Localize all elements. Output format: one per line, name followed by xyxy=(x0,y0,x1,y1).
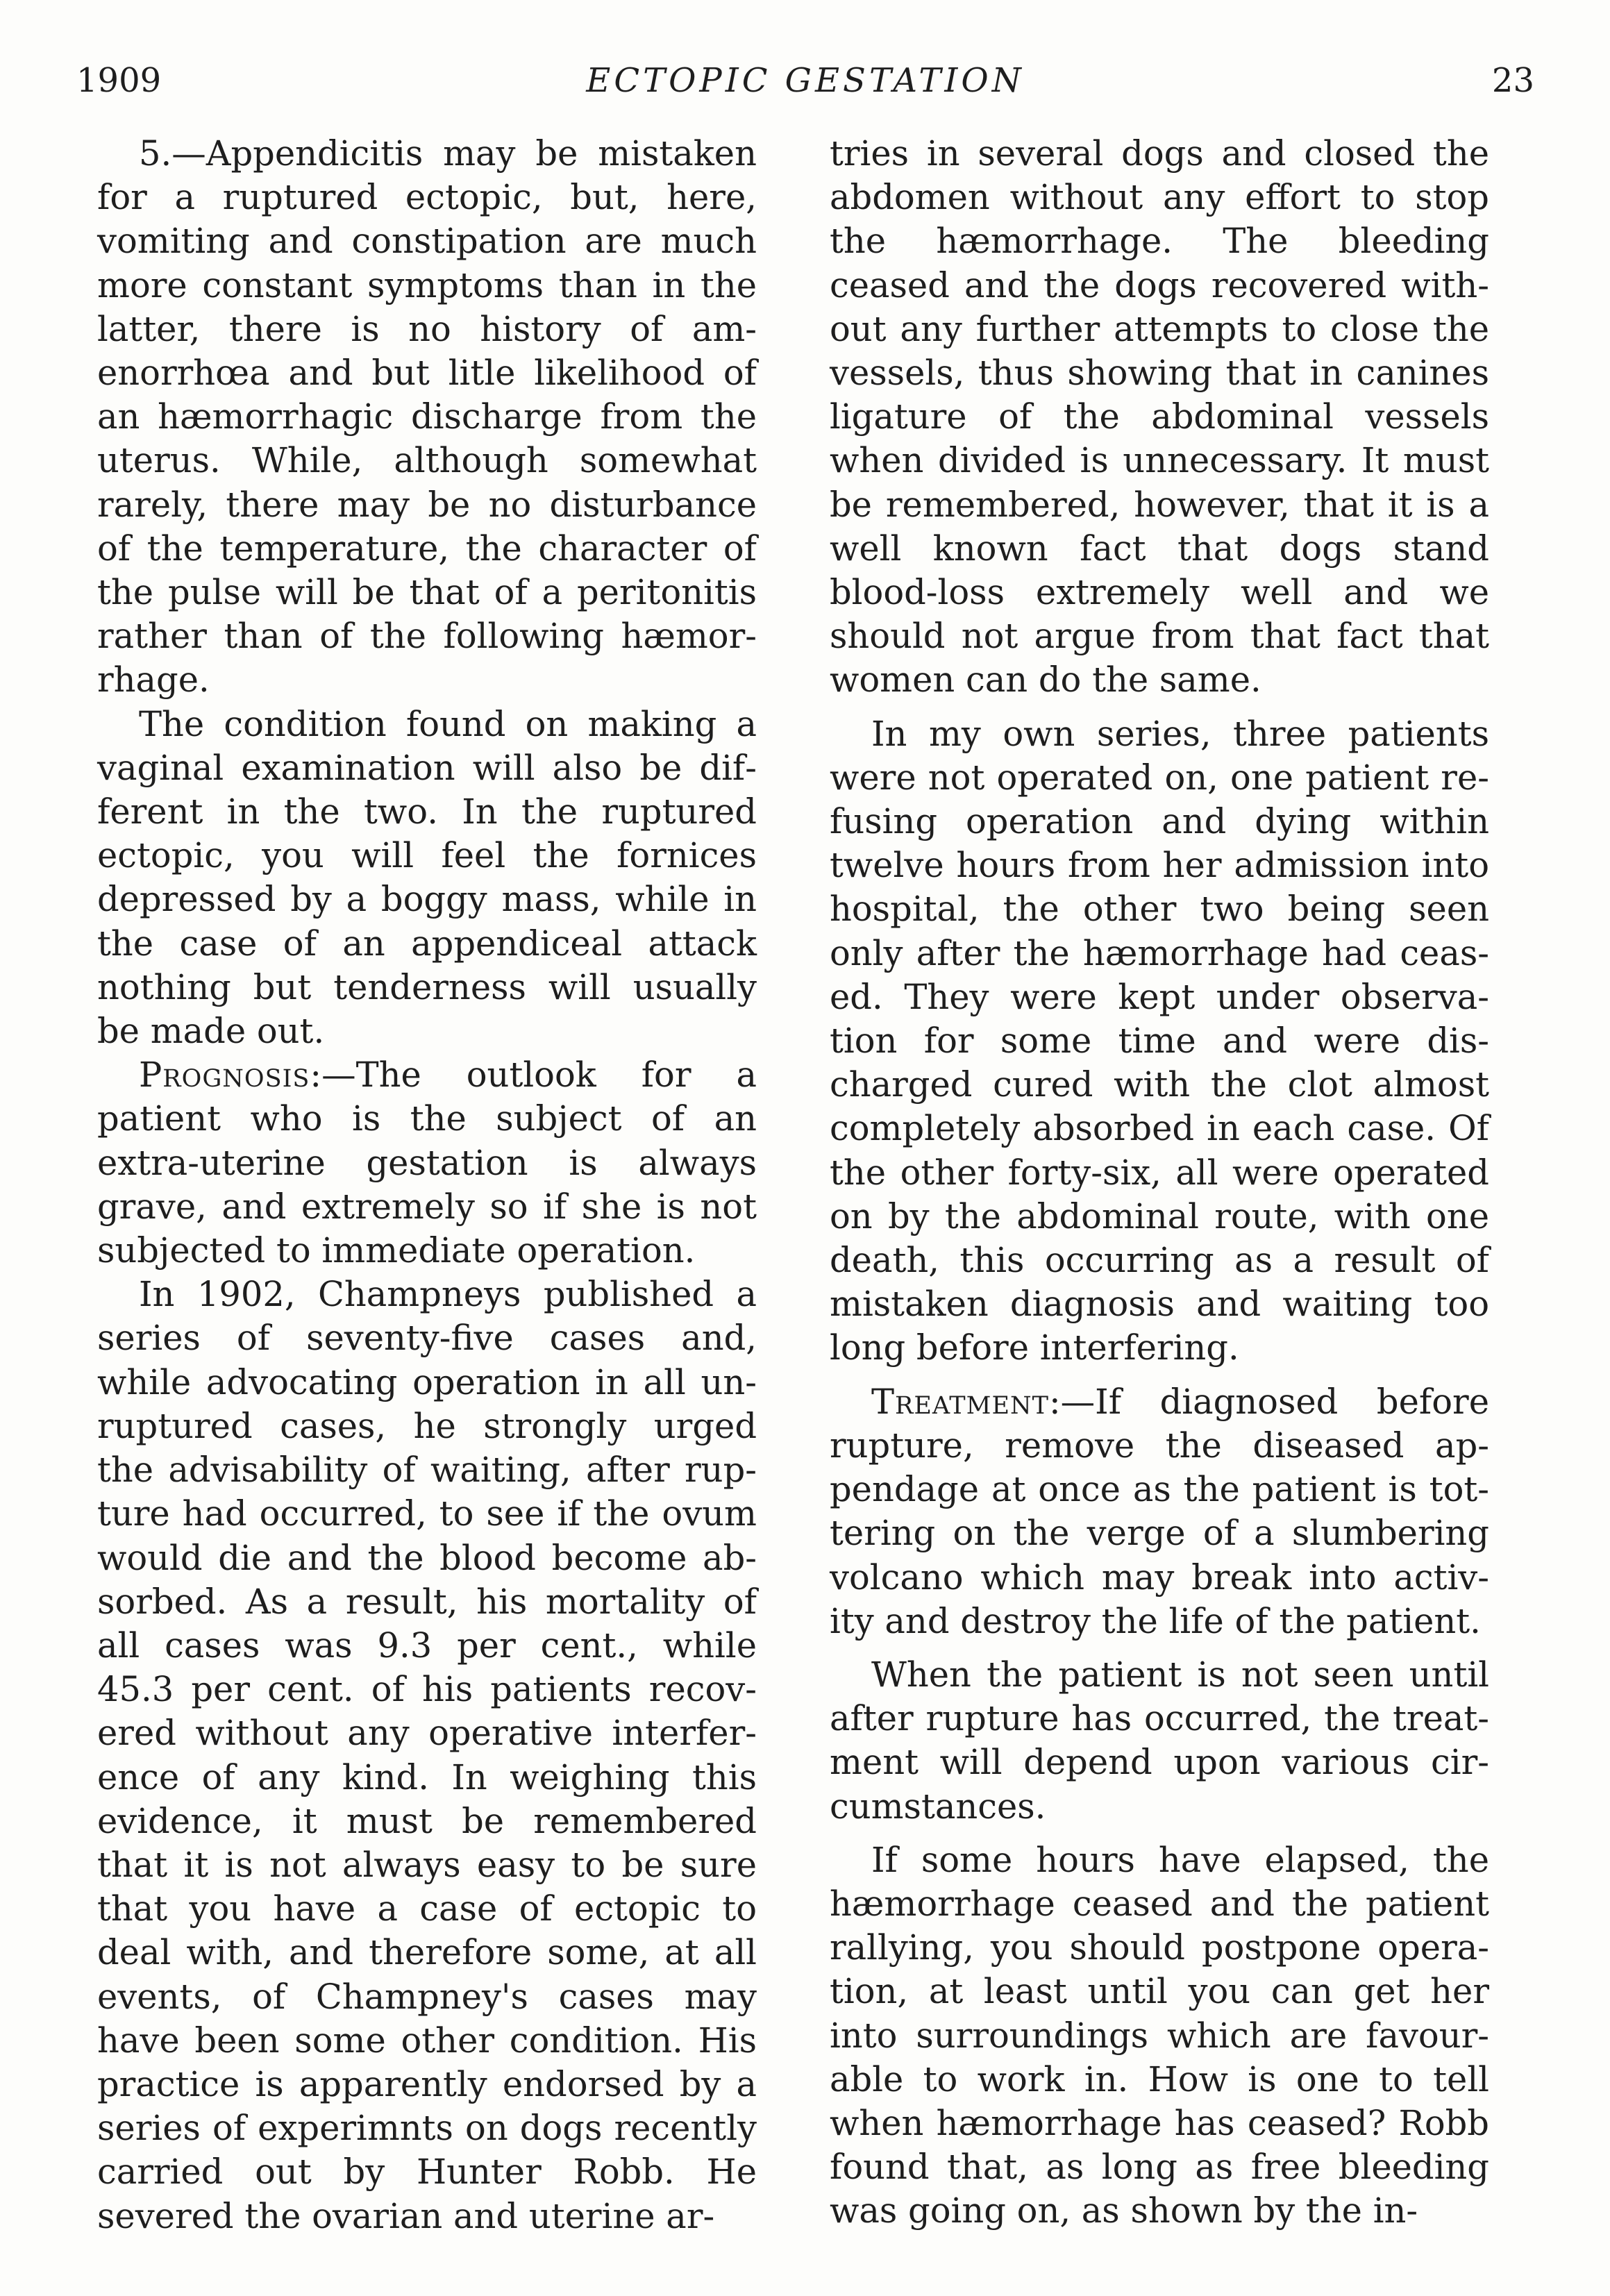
paragraph-postpone-operation: If some hours have elapsed, the hæmorrhage ceased and the patient rallying, you should postpone operation, at least until you can get her into surroundings which are favourable to work in. How is one to tell when hæmorrhage has ceased? Robb found that, as long as free bleeding was going on, as shown by the in- xyxy=(830,1839,1489,2231)
paragraph-own-series: In my own series, three patients were not operated on, one patient refusing operation and dying within twelve hours from her admission into hospital, the other two being seen only after the hæmorrhage had ceased. They were kept under observation for some time and were discharged cured with the clot almost completely absorbed in each case. Of the other forty-six, all were operated on by the abdominal route, with one death, this occurring as a result of mistaken diagnosis and waiting too long before interfering. xyxy=(830,713,1489,1368)
treatment-heading: Treatment xyxy=(871,1381,1049,1422)
paragraph-appendicitis: 5.—Appendicitis may be mistaken for a ruptured ectopic, but, here, vomiting and constipation are much more constant symptoms than in the latter, there is no history of amenorrhœa and but litle likelihood of an hæmorrhagic discharge from the uterus. While, although somewhat rarely, there may be no disturbance of the temperature, the character of the pulse will be that of a peritonitis rather than of the following hæmorrhage. xyxy=(97,133,757,701)
paragraph-after-rupture: When the patient is not seen until after rupture has occurred, the treatment will depend upon various circumstances. xyxy=(830,1654,1489,1827)
page-number: 23 xyxy=(1491,61,1534,100)
paragraph-dogs-experiment: tries in several dogs and closed the abdomen without any effort to stop the hæmorrhage. The bleeding ceased and the dogs recovered without any further attempts to close the vessels, thus showing that in canines ligature of the abdominal vessels when divided is unnecessary. It must be remembered, however, that it is a well known fact that dogs stand blood-loss extremely well and we should not argue from that fact that women can do the same. xyxy=(830,133,1489,701)
running-title: ECTOPIC GESTATION xyxy=(586,61,1025,100)
paragraph-treatment xyxy=(830,1380,1489,1643)
header-year: 1909 xyxy=(76,61,162,100)
right-column xyxy=(830,132,1489,2234)
paragraph-vaginal-examination: The condition found on making a vaginal examination will also be different in the two. In the ruptured ectopic, you will feel the fornices depressed by a boggy mass, while in the case of an appendiceal attack nothing but tenderness will usually be made out. xyxy=(97,703,757,1052)
paragraph-prognosis xyxy=(97,1053,757,1273)
treatment-text: :—If diagnosed before rupture, remove the diseased appendage at once as the patient is tottering on the verge of a slumbering volcano which may break into activity and destroy the life of the patient. xyxy=(830,1381,1489,1641)
left-column xyxy=(97,132,757,2238)
page-header xyxy=(76,56,1534,111)
prognosis-heading: Prognosis xyxy=(139,1055,310,1096)
prognosis-text: :—The outlook for a patient who is the subject of an extra-uterine gestation is always grave, and extremely so if she is not subjected to immediate operation. xyxy=(97,1055,757,1271)
paragraph-champneys: In 1902, Champneys published a series of seventy-five cases and, while advocating operation in all unruptured cases, he strongly urged the advisability of waiting, after rupture had occurred, to see if the ovum would die and the blood become absorbed. As a result, his mortality of all cases was 9.3 per cent., while 45.3 per cent. of his patients recovered without any operative interference of any kind. In weighing this evidence, it must be remembered that it is not always easy to be sure that you have a case of ectopic to deal with, and therefore some, at all events, of Champney's cases may have been some other condition. His practice is apparently endorsed by a series of experimnts on dogs recently carried out by Hunter Robb. He severed the ovarian and uterine ar- xyxy=(97,1274,757,2236)
